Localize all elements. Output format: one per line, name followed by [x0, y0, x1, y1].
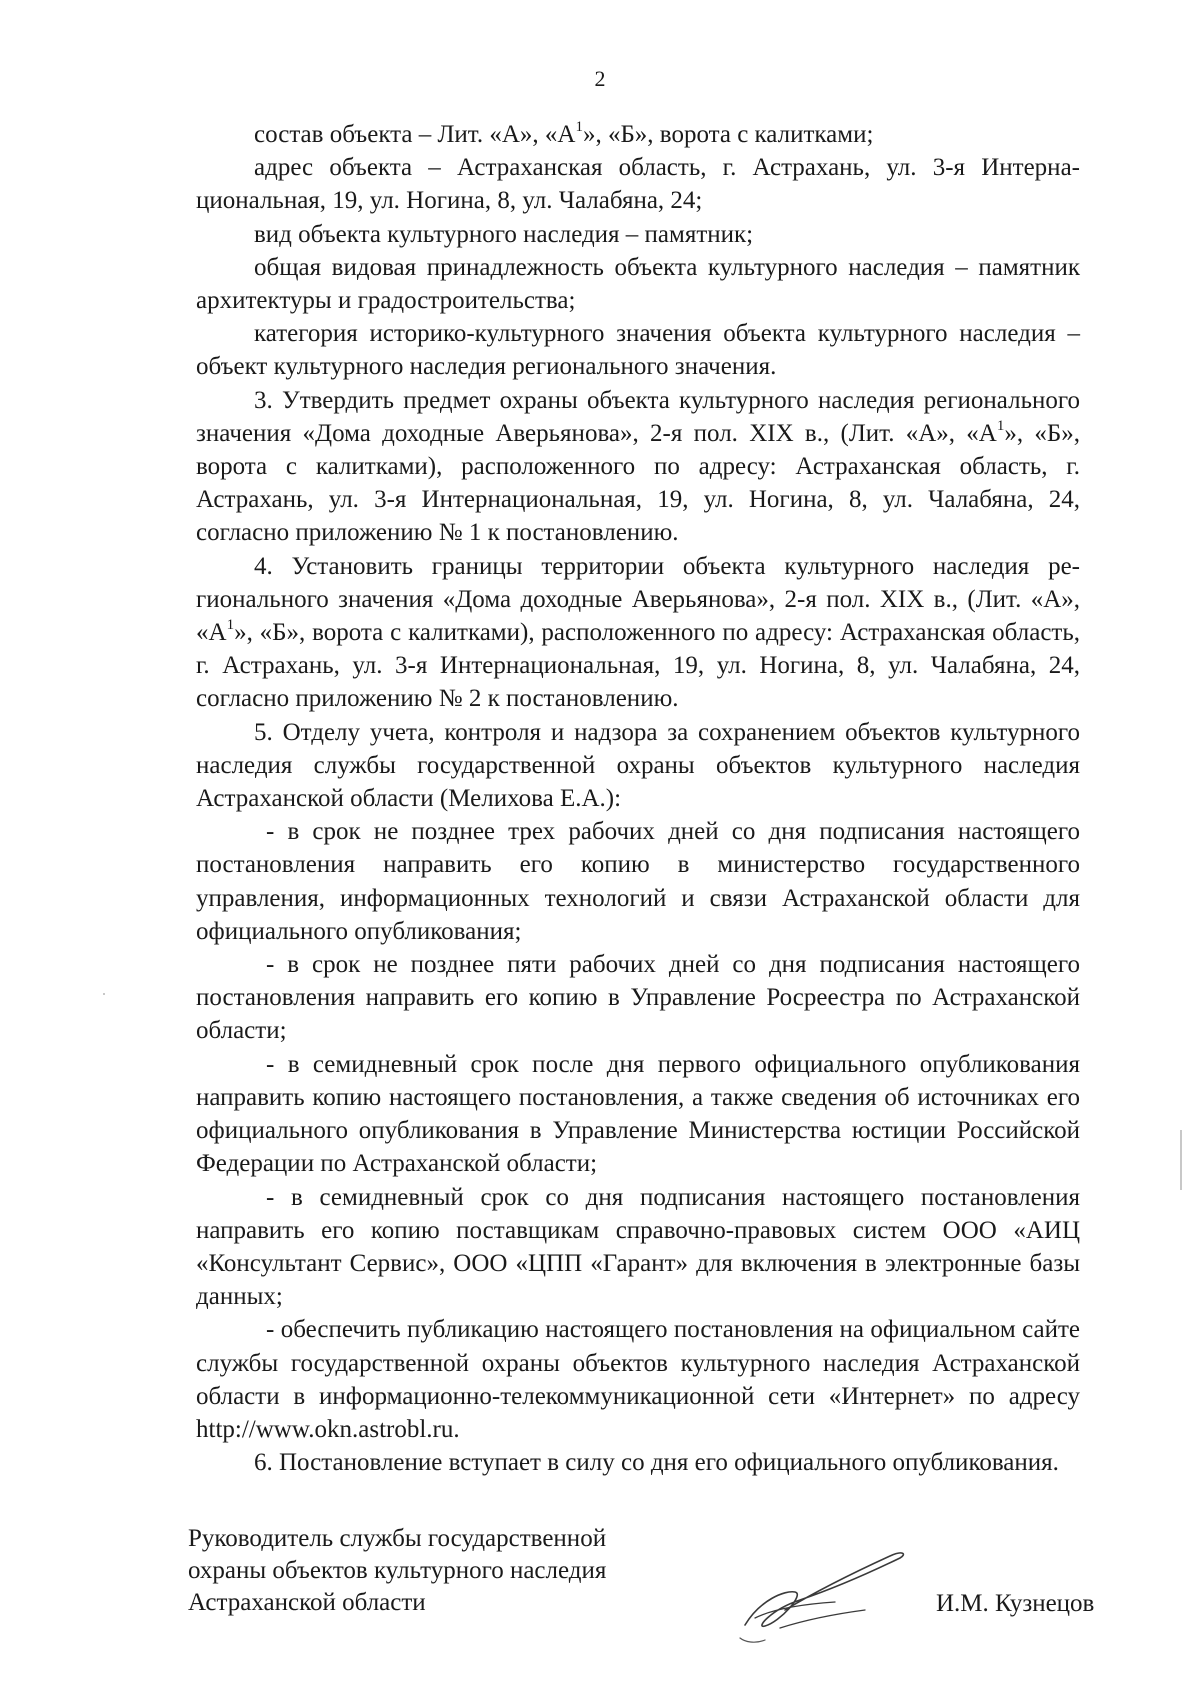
paragraph-object-type: вид объекта культурного наследия – памятник; — [254, 220, 754, 248]
signature-title-line: Руководитель службы государственной — [188, 1525, 607, 1552]
paragraph-object-address: адрес объекта – Астраханская область, г. Астрахань, ул. 3-я Интернациональная, 19, ул. Ногина, 8, ул. Чалабяна, 24; — [196, 154, 1080, 215]
paragraph-dash-1: - в срок не позднее трех рабочих дней со дня подписания настоящего постановления направить его копию в министерство государственного управления, информационных технологий и связи Астраханской области для официального опубликования; — [196, 818, 1080, 945]
paragraph-object-kind: общая видовая принадлежность объекта культурного наследия – памятник архитектуры и градостроительства; — [196, 253, 1080, 315]
paragraph-item-3: 3. Утвердить предмет охраны объекта культурного наследия регионального значения «Дома доходные Аверьянова», 2-я пол. XIX в., (Лит. «А», «$А^1$», «Б», ворота с калитками), расположенного по адресу: Астраханская область, г. Астрахань, ул. 3-я Интернациональная, 19, ул. Ногина, 8, ул. Чалабяна, 24, согласно приложению № 1 к постановлению. — [196, 386, 1080, 547]
paragraph-dash-5: - обеспечить публикацию настоящего постановления на официальном сайте службы государственной охраны объектов культурного наследия Астраханской области в информационно-телекоммуникационной сети «Интернет» по адресу http://www.okn.astrobl.ru. — [196, 1316, 1080, 1443]
paragraph-dash-4: - в семидневный срок со дня подписания настоящего постановления направить его копию поставщикам справочно-правовых систем ООО «АИЦ «Консультант Сервис», ООО «ЦПП «Гарант» для включения в электронные базы данных; — [196, 1183, 1080, 1311]
signature-title-line: Астраханской области — [188, 1589, 426, 1616]
paragraph-object-category: категория историко-культурного значения объекта культурного наследия – объект культурного наследия регионального значения. — [196, 320, 1080, 381]
signer-name: И.М. Кузнецов — [936, 1590, 1095, 1617]
signature-title — [188, 1523, 606, 1619]
handwritten-signature — [725, 1530, 915, 1650]
paragraph-item-4: 4. Установить границы территории объекта культурного наследия регионального значения «Дома доходные Аверьянова», 2-я пол. XIX в., (Лит. «А», «$А^1$», «Б», ворота с калитками), расположенного по адресу: Астраханская область, г. Астрахань, ул. 3-я Интернациональная, 19, ул. Ногина, 8, ул. Чалабяна, 24, согласно приложению № 2 к постановлению. — [196, 552, 1080, 713]
paragraph-item-6: 6. Постановление вступает в силу со дня его официального опубликования. — [254, 1449, 1059, 1477]
paragraph-item-5: 5. Отделу учета, контроля и надзора за сохранением объектов культурного наследия службы государственной охраны объектов культурного наследия Астраханской области (Мелихова Е.А.): — [196, 718, 1080, 813]
signature-title-line: охраны объектов культурного наследия — [188, 1557, 607, 1584]
scan-artifact — [1180, 1130, 1182, 1190]
paragraph-object-composition: состав объекта – Лит. «А», «$А^1$», «Б», ворота с калитками; — [254, 118, 874, 148]
page-number: 2 — [594, 66, 606, 91]
paragraph-dash-2: - в срок не позднее пяти рабочих дней со дня подписания настоящего постановления направить его копию в Управление Росреестра по Астраханской области; — [196, 951, 1080, 1045]
scan-artifact — [103, 993, 105, 995]
document-body — [196, 118, 1080, 1479]
paragraph-dash-3: - в семидневный срок после дня первого официального опубликования направить копию настоящего постановления, а также сведения об источниках его официального опубликования в Управление Министерства юстиции Российской Федерации по Астраханской области; — [196, 1050, 1080, 1178]
